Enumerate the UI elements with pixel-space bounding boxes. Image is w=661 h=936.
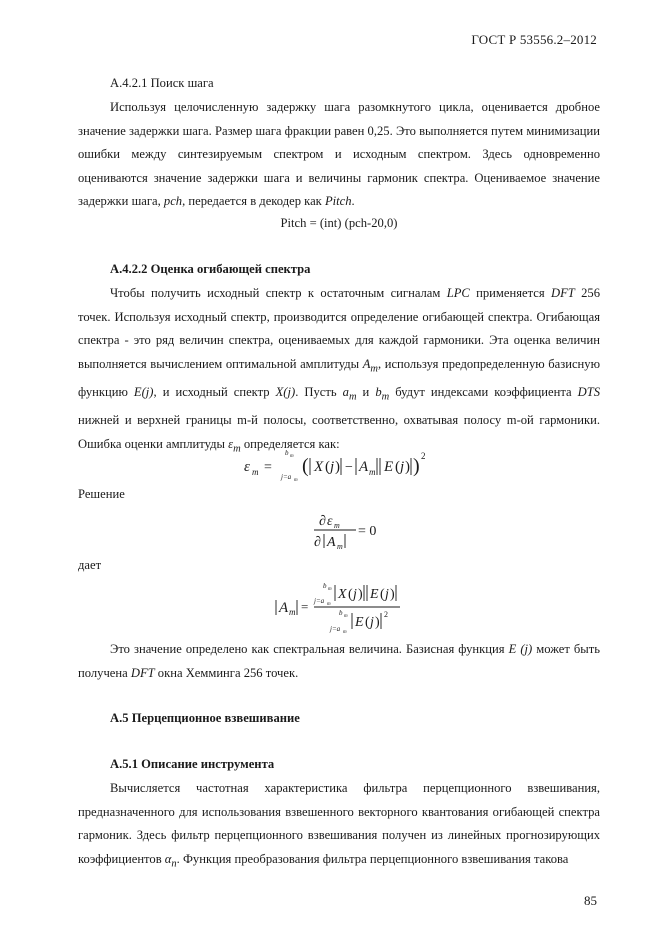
- svg-text:A: A: [327, 535, 336, 550]
- svg-text:A: A: [359, 459, 369, 475]
- svg-text:): ): [413, 455, 420, 477]
- svg-text:∂: ∂: [314, 535, 321, 550]
- svg-text:(: (: [348, 587, 353, 602]
- svg-text:j: j: [353, 587, 357, 602]
- label-gives: дает: [78, 558, 102, 572]
- svg-text:): ): [335, 459, 340, 475]
- svg-text:j: j: [385, 587, 389, 602]
- svg-text:j: j: [330, 459, 335, 475]
- svg-text:E: E: [384, 459, 394, 475]
- paragraph-tool-description: Вычисляется частотная характеристика фильтра перцепционного взвешивания, предназначенного для использования взвешенного векторного квантования огибающей спектра гармоник. Здесь фильтр перцепционного взвешивания получен из линейных прогнозирующих коэффициентов $\alpha_n$. Функция преобразования фильтра перцепционного взвешивания такова: [78, 781, 600, 870]
- svg-text:= 0: = 0: [358, 524, 377, 539]
- section-heading-perceptual-weighting: А.5 Перцепционное взвешивание: [110, 711, 300, 725]
- svg-text:b: b: [339, 609, 343, 617]
- svg-text:E: E: [355, 615, 364, 630]
- svg-text:j=a: j=a: [314, 597, 325, 605]
- svg-text:m: m: [289, 607, 296, 617]
- svg-text:): ): [375, 615, 380, 630]
- svg-text:∂: ∂: [319, 514, 326, 529]
- formula-amplitude-error: [238, 447, 438, 487]
- svg-text:A: A: [279, 600, 289, 616]
- formula-pitch: Pitch = (int) (pch-20,0): [280, 216, 398, 230]
- paragraph-pitch-search: Используя целочисленную задержку шага разомкнутого цикла, оценивается дробное значение задержки шага. Размер шага фракции равен 0,25. Это выполняется путем минимизации ошибки между синтезируемым спектром и исходным спектром. Здесь одновременно оцениваются значение задержки шага и величины гармоник спектра. Оцениваемое значение задержки шага, pch, передается в декодер как Pitch.: [78, 100, 600, 209]
- svg-text:(: (: [395, 459, 400, 475]
- svg-text:): ): [358, 587, 363, 602]
- svg-text:X: X: [314, 459, 324, 475]
- svg-text:b: b: [285, 449, 289, 457]
- svg-text:m: m: [343, 630, 347, 635]
- section-heading-pitch-search: А.4.2.1 Поиск шага: [110, 76, 214, 90]
- svg-text:2: 2: [384, 610, 388, 619]
- svg-text:=: =: [301, 599, 309, 614]
- svg-text:m: m: [328, 587, 332, 592]
- formula-derivative: [310, 508, 390, 552]
- svg-text:): ): [405, 459, 410, 475]
- formula-optimal-amplitude: [272, 579, 412, 639]
- svg-text:j=a: j=a: [330, 625, 341, 633]
- section-heading-envelope-estimation: А.4.2.2 Оценка огибающей спектра: [110, 262, 311, 276]
- svg-text:(: (: [365, 615, 370, 630]
- page-number: 85: [584, 893, 597, 908]
- svg-text:m: m: [294, 478, 298, 483]
- label-solution: Решение: [78, 487, 125, 501]
- svg-text:E: E: [370, 587, 379, 602]
- svg-text:−: −: [345, 460, 353, 475]
- svg-text:m: m: [252, 467, 259, 477]
- svg-text:b: b: [323, 582, 327, 590]
- svg-text:m: m: [344, 614, 348, 619]
- svg-text:j: j: [370, 615, 374, 630]
- svg-text:m: m: [369, 467, 376, 477]
- svg-text:ε: ε: [327, 514, 333, 529]
- svg-text:): ): [390, 587, 395, 602]
- svg-text:2: 2: [421, 451, 426, 461]
- svg-text:j: j: [400, 459, 405, 475]
- paragraph-spectral-magnitude: Это значение определено как спектральная величина. Базисная функция E (j) может быть получена DFT окна Хемминга 256 точек.: [78, 642, 600, 680]
- svg-text:(: (: [302, 455, 309, 477]
- svg-text:=: =: [264, 460, 272, 475]
- svg-text:m: m: [290, 454, 294, 459]
- svg-text:m: m: [337, 542, 343, 551]
- svg-text:m: m: [334, 521, 340, 530]
- paragraph-envelope-estimation: Чтобы получить исходный спектр к остаточным сигналам LPC применяется DFT 256 точек. Используя исходный спектр, производится определение огибающей спектра. Огибающая спектра - это ряд величин спектра, оцениваемых для каждой гармоники. Эта оценка величин выполняется вычислением оптимальной амплитуды $A_m$, используя предопределенную базисную функцию E(j), и исходный спектр X(j). Пусть $a_m$ и $b_m$ будут индексами коэффициента DTS нижней и верхней границы m-й полосы, соответственно, охватывая полосу m-ой гармоники. Ошибка оценки амплитуды $\varepsilon_m$ определяется как:: [78, 286, 601, 455]
- svg-text:j=a: j=a: [281, 473, 292, 481]
- svg-text:X: X: [338, 587, 347, 602]
- svg-text:ε: ε: [244, 459, 250, 475]
- standard-designation: ГОСТ Р 53556.2–2012: [471, 32, 597, 47]
- section-heading-tool-description: А.5.1 Описание инструмента: [110, 757, 275, 771]
- svg-text:m: m: [327, 602, 331, 607]
- svg-text:(: (: [325, 459, 330, 475]
- svg-text:(: (: [380, 587, 385, 602]
